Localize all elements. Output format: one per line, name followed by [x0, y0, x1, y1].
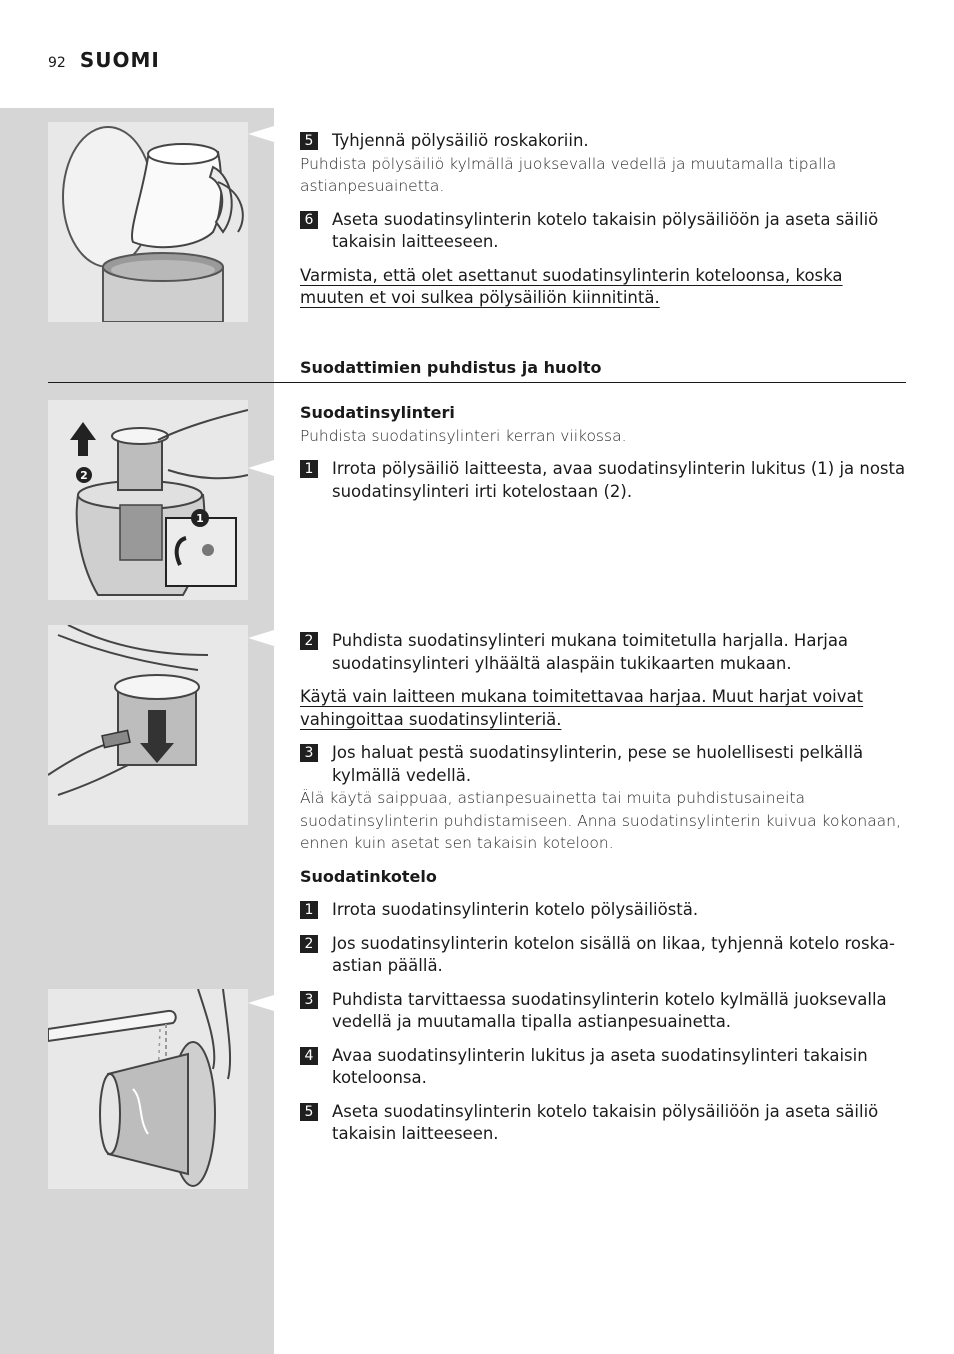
intro-note: Puhdista suodatinsylinteri kerran viikossa.: [300, 426, 627, 445]
step-text: Irrota suodatinsylinterin kotelo pölysäiliöstä.: [332, 900, 699, 919]
illustration-pointer: [248, 630, 274, 646]
step-5: [300, 130, 906, 153]
page-number: 92: [48, 55, 66, 71]
step-text: Tyhjennä pölysäiliö roskakoriin.: [332, 131, 589, 150]
block-cylinder: [300, 402, 906, 503]
step-text: Puhdista suodatinsylinteri mukana toimitetulla harjalla. Harjaa suodatinsylinteri ylhäältä alaspäin tukikaarten mukaan.: [332, 631, 849, 673]
housing-step: [300, 1045, 906, 1090]
subsection-heading: Suodatinsylinteri: [300, 403, 455, 422]
step-note: Älä käytä saippuaa, astianpesuainetta tai muita puhdistusaineita suodatinsylinterin puhdistamiseen. Anna suodatinsylinterin kuivua kokonaan, ennen kuin asetat sen takaisin koteloon.: [300, 789, 901, 852]
section-divider: [48, 382, 906, 383]
step-number: 1: [300, 901, 318, 919]
housing-step: [300, 989, 906, 1034]
callout-2: 2: [80, 469, 88, 482]
block-brush: [300, 630, 906, 1146]
step-number: 5: [300, 1103, 318, 1121]
illustration-pointer: [248, 995, 274, 1011]
step-number: 3: [300, 991, 318, 1009]
step-text: Irrota pölysäiliö laitteesta, avaa suodatinsylinterin lukitus (1) ja nosta suodatinsylinteri irti kotelostaan (2).: [332, 459, 906, 501]
step-number: 4: [300, 1047, 318, 1065]
illustration-brush-cylinder: [48, 625, 248, 825]
illustration-pointer: [248, 126, 274, 142]
step-number: 2: [300, 935, 318, 953]
step-6: [300, 209, 906, 254]
housing-steps: [300, 899, 906, 1146]
housing-step: [300, 1101, 906, 1146]
step-text: Jos suodatinsylinterin kotelon sisällä on likaa, tyhjennä kotelo roska-astian päällä.: [332, 933, 895, 975]
section-title: SUOMI: [79, 48, 160, 72]
block-empty-container: [300, 130, 906, 310]
step-number: 1: [300, 460, 318, 478]
step-2: [300, 630, 906, 675]
step-note: Puhdista pölysäiliö kylmällä juoksevalla vedellä ja muutamalla tipalla astianpesuainetta.: [300, 154, 837, 195]
step-number: 5: [300, 132, 318, 150]
section-heading: Suodattimien puhdistus ja huolto: [300, 358, 602, 377]
page-header: [48, 48, 160, 72]
illustration-pointer: [248, 460, 274, 476]
step-number: 6: [300, 211, 318, 229]
warning-text: Käytä vain laitteen mukana toimitettavaa harjaa. Muut harjat voivat vahingoittaa suodatinsylinteriä.: [300, 687, 864, 729]
subsection-heading: Suodatinkotelo: [300, 866, 437, 886]
step-number: 2: [300, 632, 318, 650]
step-1: [300, 458, 906, 503]
housing-step: [300, 899, 906, 922]
step-number: 3: [300, 744, 318, 762]
step-text: Jos haluat pestä suodatinsylinterin, pese se huolellisesti pelkällä kylmällä vedellä.: [332, 743, 864, 785]
illustration-rinse-housing: [48, 989, 248, 1189]
warning-text: Varmista, että olet asettanut suodatinsylinterin koteloonsa, koska muuten et voi sulkea pölysäiliön kiinnitintä.: [300, 265, 843, 307]
step-text: Puhdista tarvittaessa suodatinsylinterin kotelo kylmällä juoksevalla vedellä ja muutamalla tipalla astianpesuainetta.: [332, 989, 887, 1031]
illustration-empty-container: [48, 122, 248, 322]
step-text: Avaa suodatinsylinterin lukitus ja aseta suodatinsylinteri takaisin koteloonsa.: [332, 1045, 868, 1087]
step-3: [300, 742, 906, 787]
illustration-remove-cylinder: [48, 400, 248, 600]
step-text: Aseta suodatinsylinterin kotelo takaisin pölysäiliöön ja aseta säiliö takaisin laitteeseen.: [332, 1101, 879, 1143]
callout-1: 1: [196, 512, 204, 525]
housing-step: [300, 933, 906, 978]
step-text: Aseta suodatinsylinterin kotelo takaisin pölysäiliöön ja aseta säiliö takaisin laitteeseen.: [332, 209, 879, 251]
